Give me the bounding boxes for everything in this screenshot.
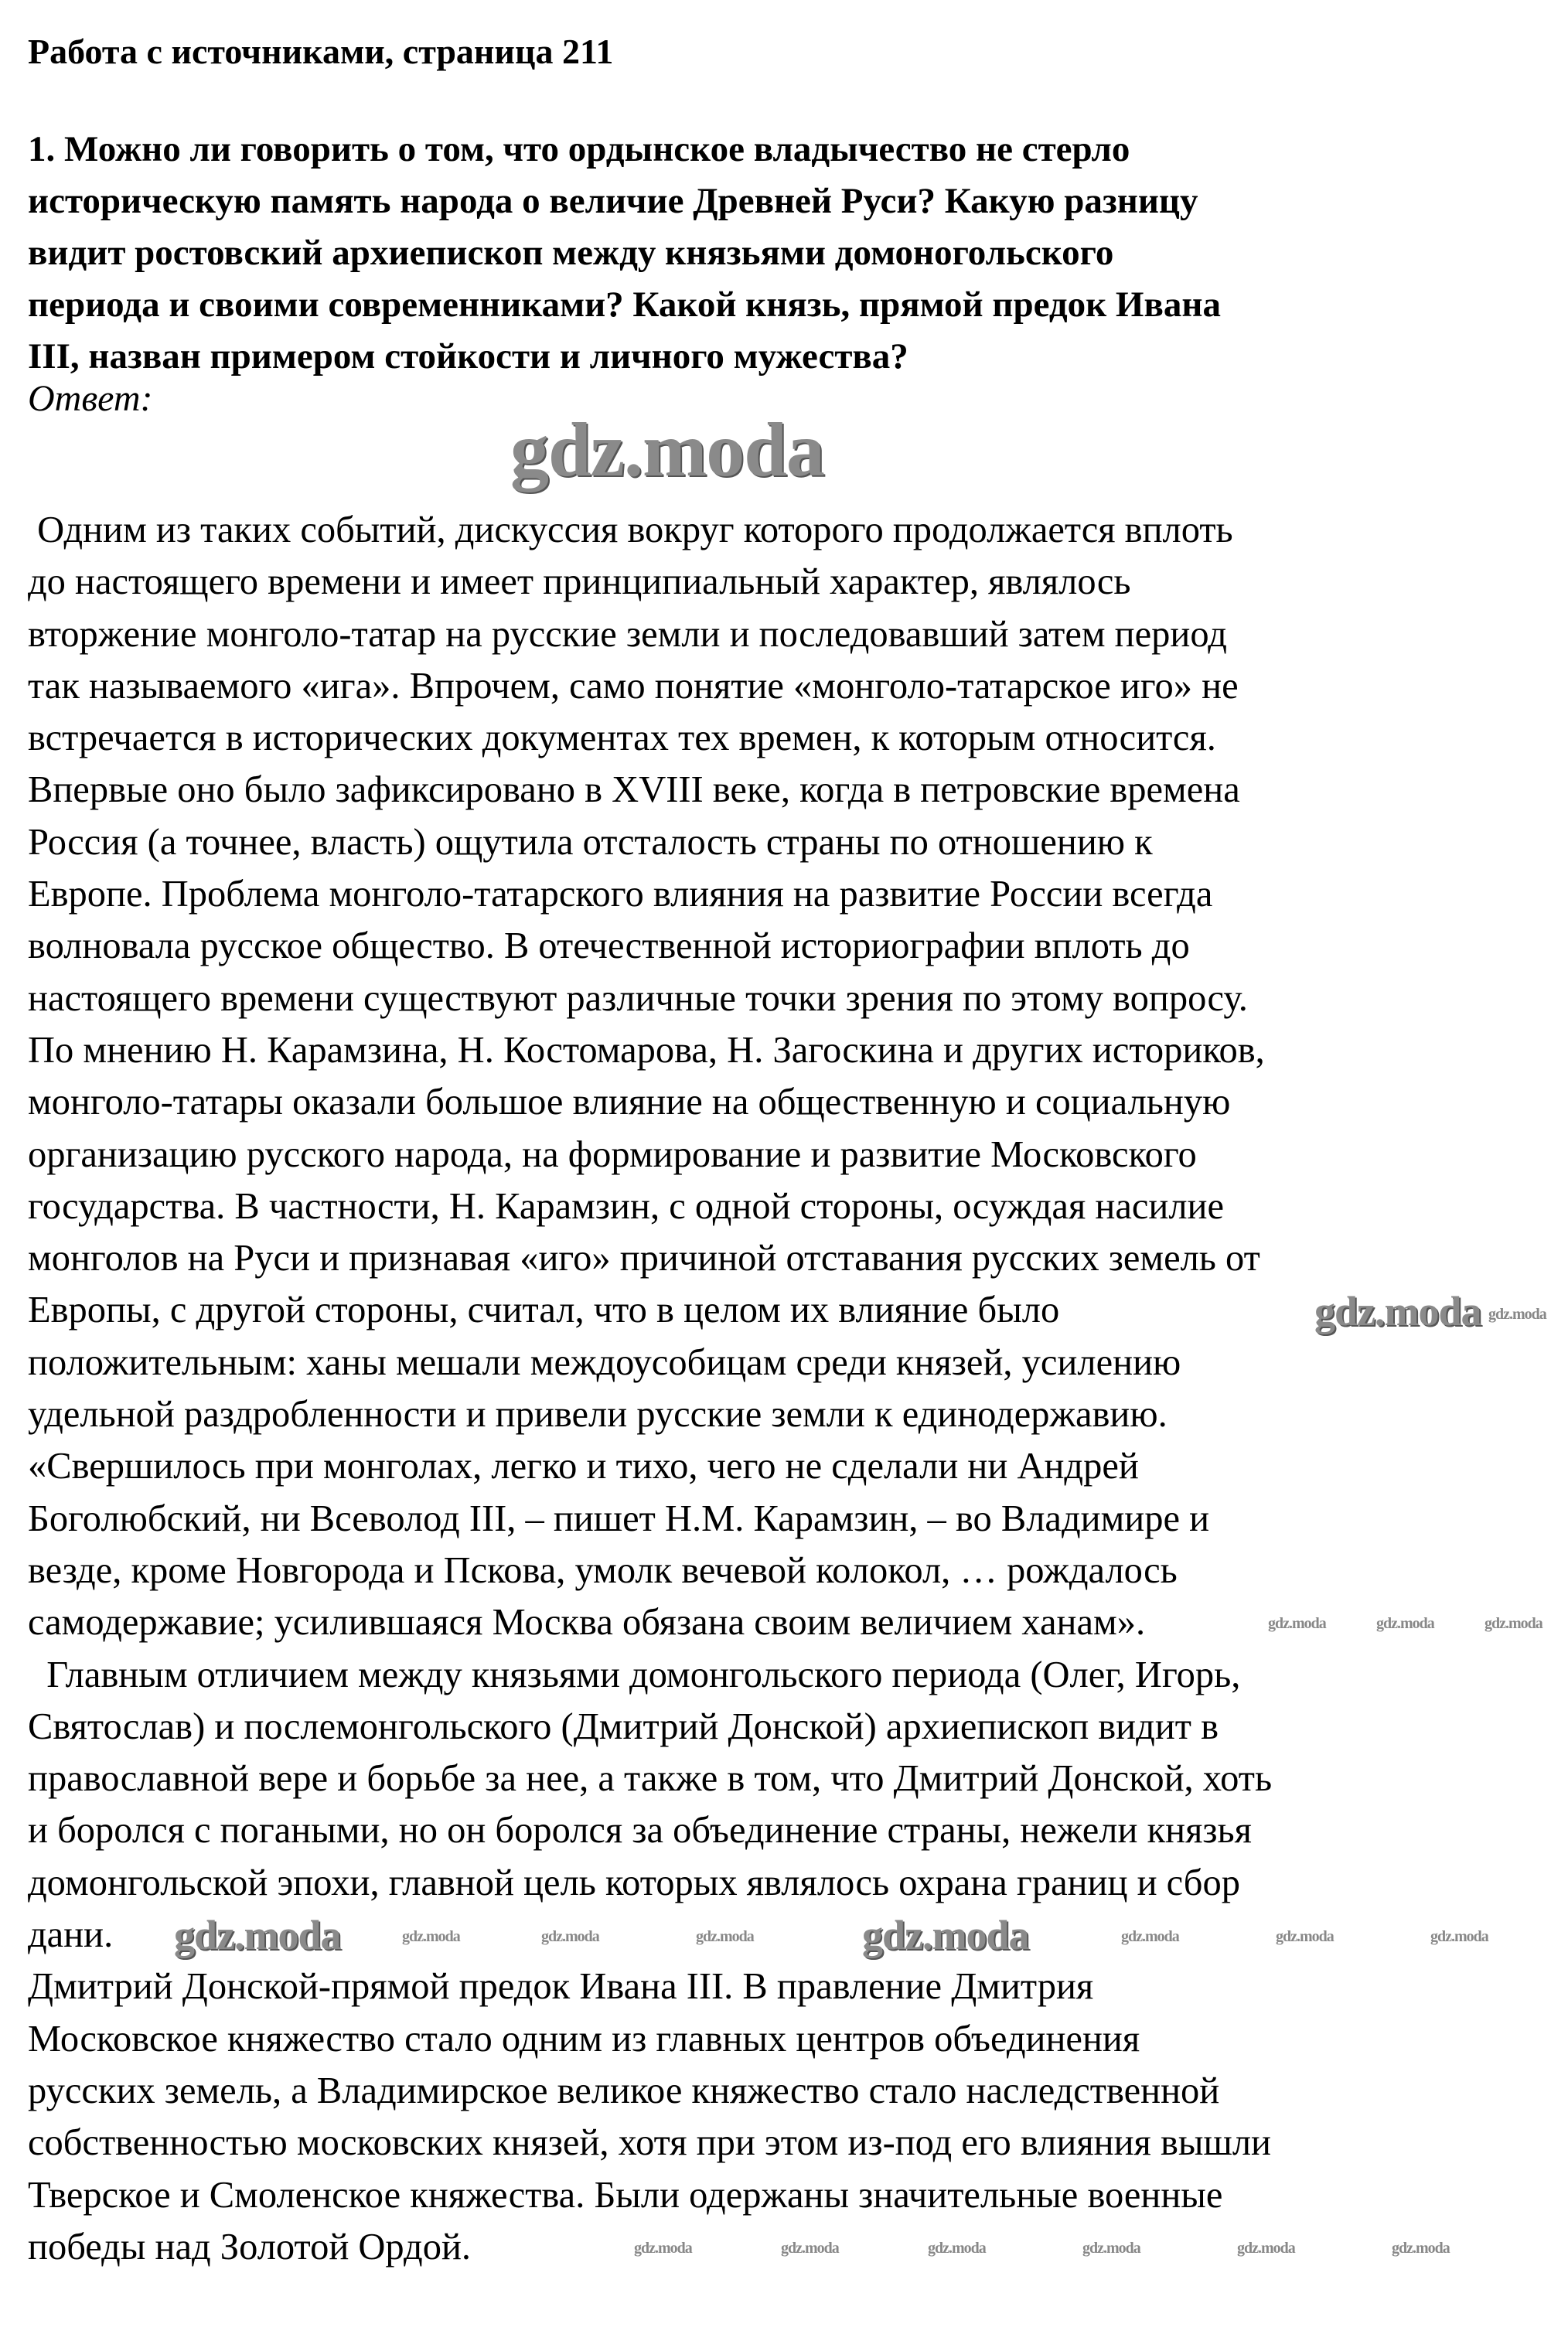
watermark-small: gdz.moda <box>402 1928 460 1945</box>
body-line: «Свершилось при монголах, легко и тихо, чего не сделали ни Андрей <box>28 1446 1139 1487</box>
answer-body <box>28 504 1272 2273</box>
body-line: монголов на Руси и признавая «иго» причиной отставания русских земель от <box>28 1238 1260 1279</box>
body-line: православной вере и борьбе за нее, а также в том, что Дмитрий Донской, хоть <box>28 1758 1273 1800</box>
body-line: настоящего времени существуют различные точки зрения по этому вопросу. <box>28 977 1248 1019</box>
question-line: периода и своими современниками? Какой князь, прямой предок Ивана <box>28 285 1221 325</box>
body-line: Дмитрий Донской-прямой предок Ивана III. В правление Дмитрия <box>28 1966 1094 2008</box>
body-line: собственностью московских князей, хотя при этом из-под его влияния вышли <box>28 2122 1271 2164</box>
body-line: Россия (а точнее, власть) ощутила отсталость страны по отношению к <box>28 821 1153 863</box>
body-line: Тверское и Смоленское княжества. Были одержаны значительные военные <box>28 2174 1223 2216</box>
watermark-small: gdz.moda <box>1276 1928 1334 1945</box>
watermark-small: gdz.moda <box>634 2240 692 2257</box>
body-line: волновала русское общество. В отечественной историографии вплоть до <box>28 925 1190 967</box>
watermark-small: gdz.moda <box>1392 2240 1450 2257</box>
question-line: 1. Можно ли говорить о том, что ордынское владычество не стерло <box>28 129 1130 169</box>
watermark-small: gdz.moda <box>1430 1928 1488 1945</box>
body-line: государства. В частности, Н. Карамзин, с одной стороны, осуждая насилие <box>28 1185 1225 1227</box>
body-line: домонгольской эпохи, главной цель которых являлось охрана границ и сбор <box>28 1862 1240 1903</box>
body-line: так называемого «ига». Впрочем, само понятие «монголо-татарское иго» не <box>28 665 1239 707</box>
body-line: вторжение монголо-татар на русские земли и последовавший затем период <box>28 613 1227 655</box>
body-line: Впервые оно было зафиксировано в XVIII веке, когда в петровские времена <box>28 769 1240 811</box>
watermark-logo: gdz.moda <box>1314 1288 1481 1334</box>
body-line: По мнению Н. Карамзина, Н. Костомарова, Н. Загоскина и других историков, <box>28 1029 1265 1071</box>
question-line: III, назван примером стойкости и личного мужества? <box>28 336 908 377</box>
body-line: самодержавие; усилившаяся Москва обязана своим величием ханам». <box>28 1602 1146 1644</box>
body-line: русских земель, а Владимирское великое княжество стало наследственной <box>28 2070 1220 2111</box>
watermark-small: gdz.moda <box>696 1928 754 1945</box>
watermark-small: gdz.moda <box>1237 2240 1295 2257</box>
watermark-small: gdz.moda <box>1376 1615 1434 1632</box>
watermark-small: gdz.moda <box>1484 1615 1542 1632</box>
watermark-logo: gdz.moda <box>510 407 824 492</box>
question-line: историческую память народа о величие Древней Руси? Какую разницу <box>28 181 1198 221</box>
body-line: организацию русского народа, на формирование и развитие Московского <box>28 1133 1197 1175</box>
question <box>28 124 1221 383</box>
body-line: Европы, с другой стороны, считал, что в целом их влияние было <box>28 1290 1060 1331</box>
watermark-small: gdz.moda <box>1121 1928 1179 1945</box>
body-line: положительным: ханы мешали междоусобицам среди князей, усилению <box>28 1341 1181 1383</box>
body-line: Европе. Проблема монголо-татарского влияния на развитие России всегда <box>28 874 1213 915</box>
body-line: Главным отличием между князьями домонгольского периода (Олег, Игорь, <box>28 1654 1241 1695</box>
answer-label: Ответ: <box>28 378 153 419</box>
watermark-small: gdz.moda <box>781 2240 839 2257</box>
body-line: монголо-татары оказали большое влияние на общественную и социальную <box>28 1082 1231 1123</box>
body-line: встречается в исторических документах тех времен, к которым относится. <box>28 717 1216 759</box>
watermark-small: gdz.moda <box>1082 2240 1140 2257</box>
watermark-logo: gdz.moda <box>862 1912 1029 1958</box>
body-line: Московское княжество стало одним из главных центров объединения <box>28 2018 1140 2060</box>
body-line: Одним из таких событий, дискуссия вокруг которого продолжается вплоть <box>28 509 1233 550</box>
watermark-small: gdz.moda <box>1488 1306 1546 1323</box>
body-line: победы над Золотой Ордой. <box>28 2226 472 2268</box>
watermark-small: gdz.moda <box>928 2240 986 2257</box>
question-line: видит ростовский архиепископ между князьями домоногольского <box>28 233 1114 273</box>
watermark-logo: gdz.moda <box>174 1912 341 1958</box>
body-line: и боролся с погаными, но он боролся за объединение страны, нежели князья <box>28 1810 1252 1852</box>
body-line: дани. <box>28 1914 114 1956</box>
watermark-small: gdz.moda <box>541 1928 599 1945</box>
watermark-small: gdz.moda <box>1268 1615 1326 1632</box>
body-line: удельной раздробленности и привели русские земли к единодержавию. <box>28 1394 1167 1436</box>
page-title: Работа с источниками, страница 211 <box>28 32 614 71</box>
body-line: Святослав) и послемонгольского (Дмитрий Донской) архиепископ видит в <box>28 1705 1219 1747</box>
body-line: везде, кроме Новгорода и Пскова, умолк вечевой колокол, … рождалось <box>28 1549 1178 1591</box>
body-line: до настоящего времени и имеет принципиальный характер, являлось <box>28 561 1131 603</box>
body-line: Боголюбский, ни Всеволод III, – пишет Н.М. Карамзин, – во Владимире и <box>28 1498 1210 1539</box>
